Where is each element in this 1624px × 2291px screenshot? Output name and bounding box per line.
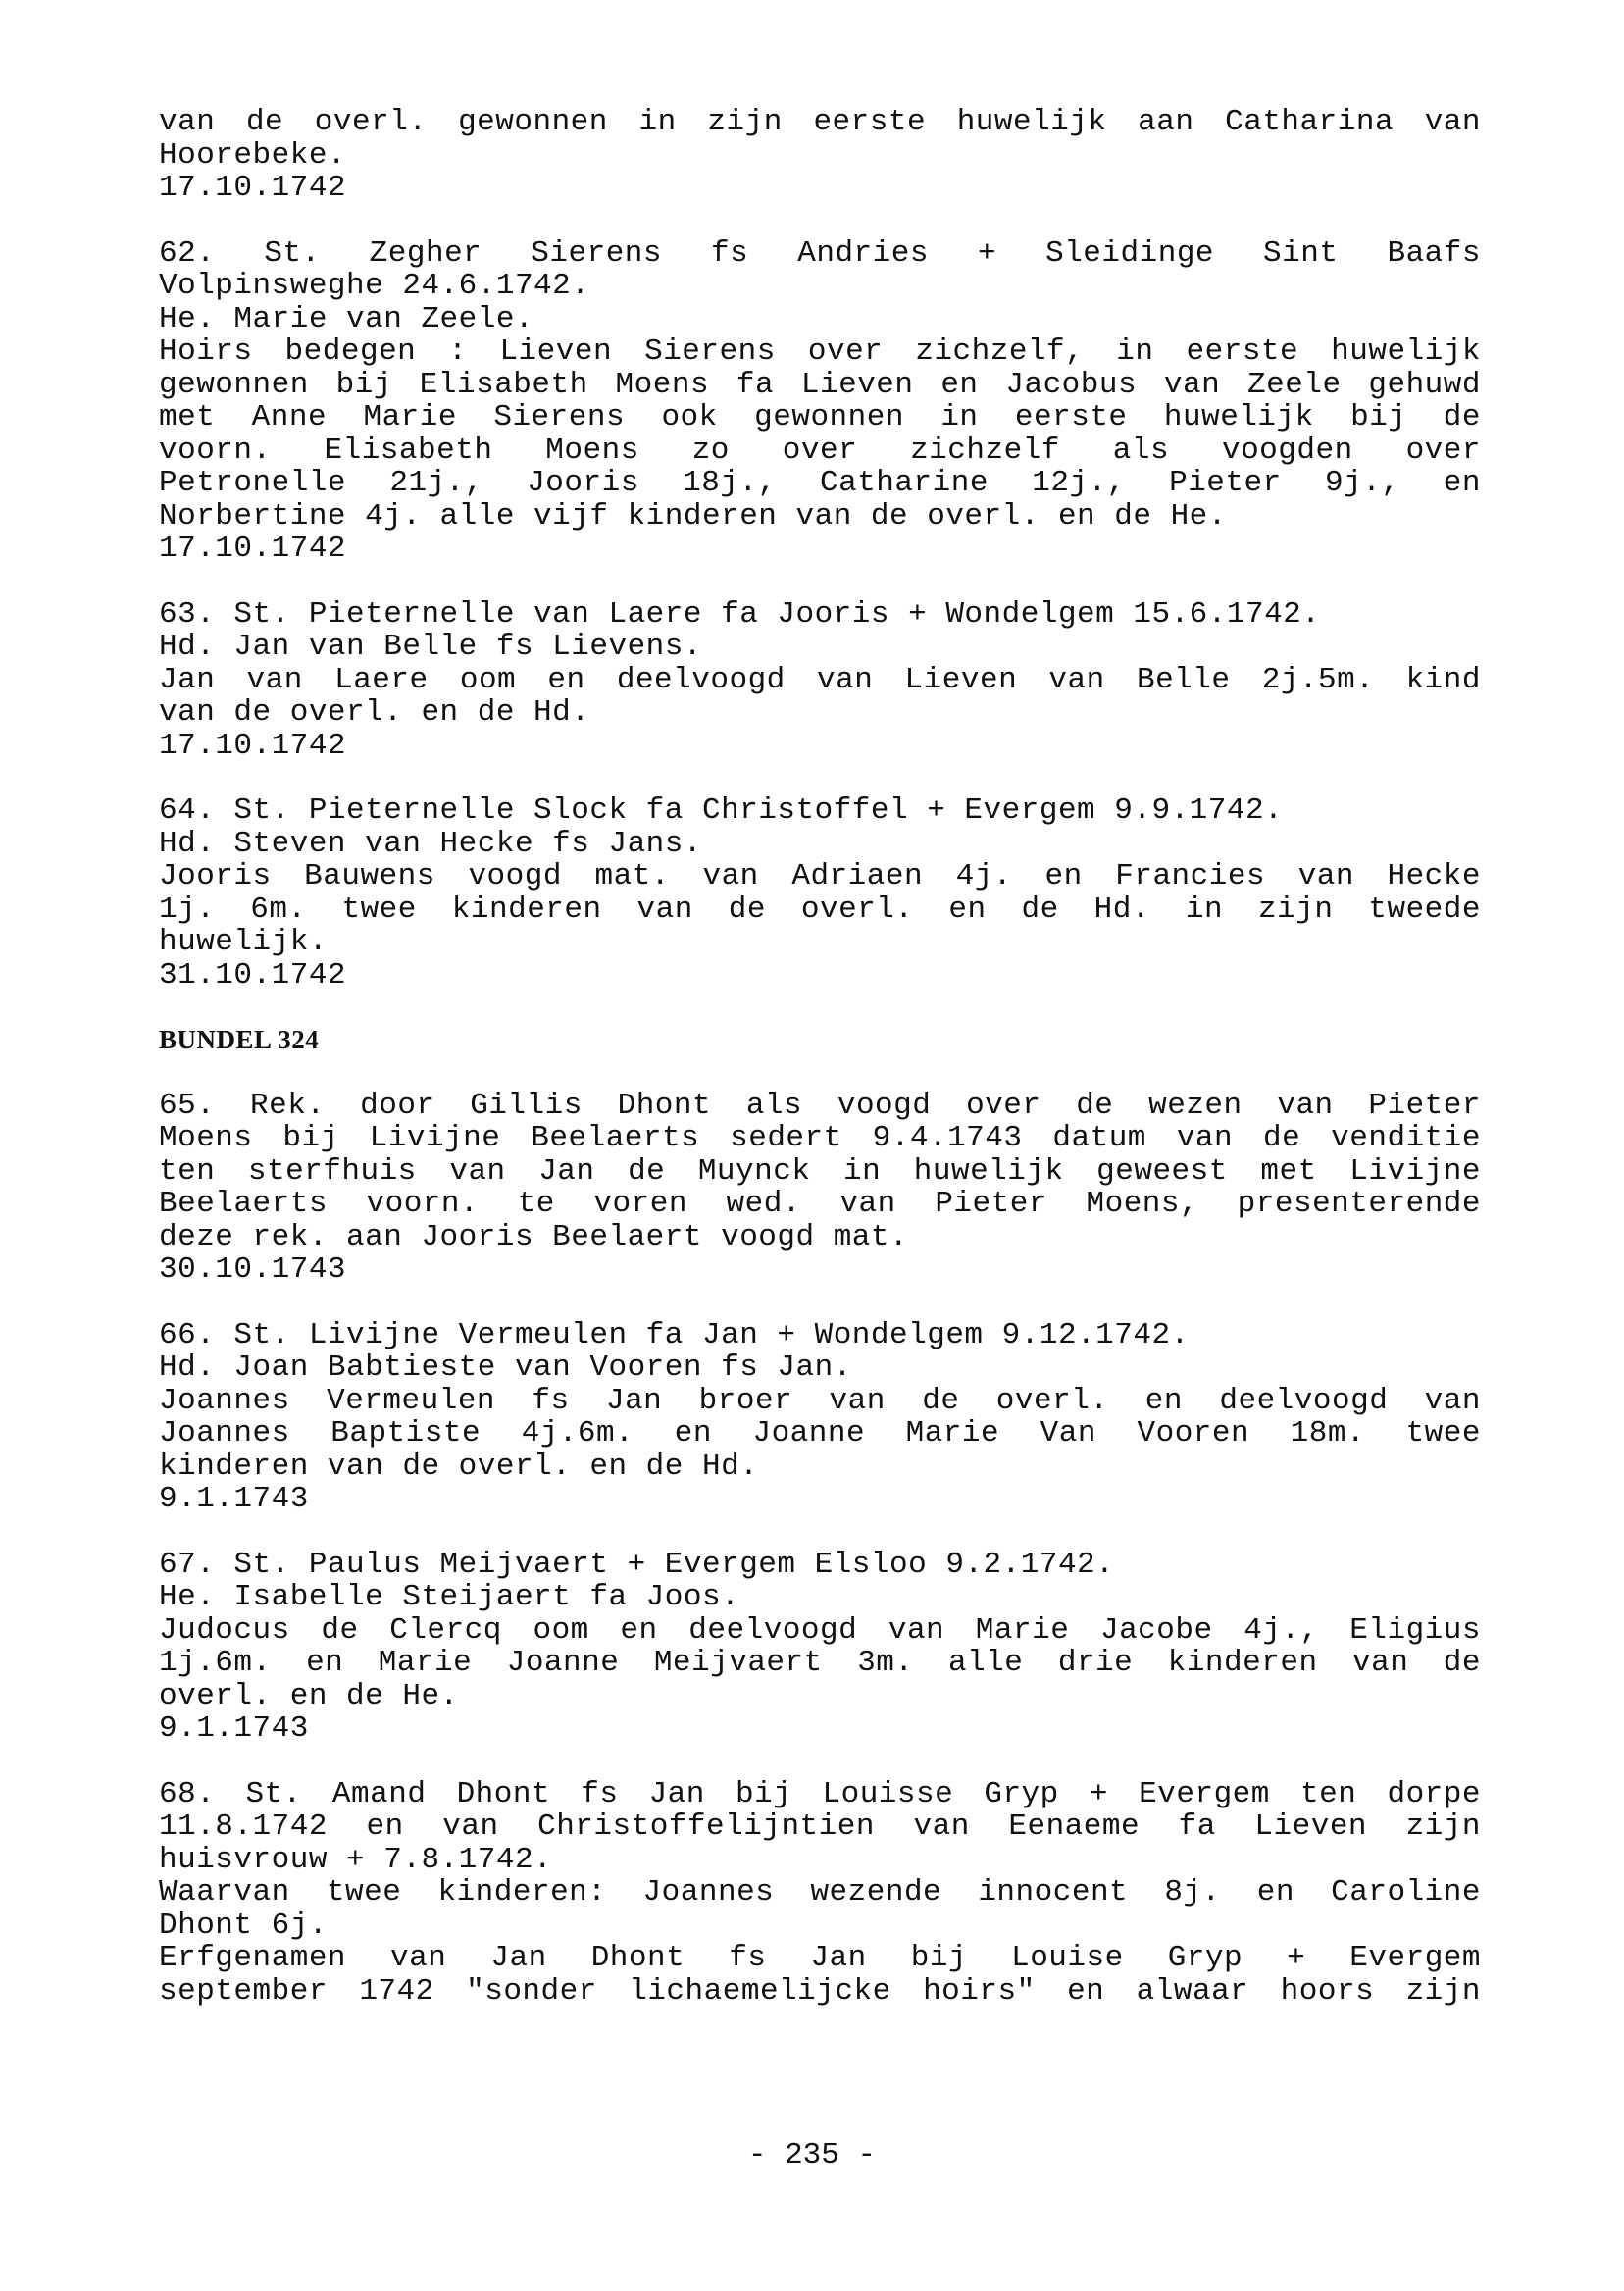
text-line: kinderen van de overl. en de Hd. bbox=[159, 1449, 759, 1484]
text-line: huisvrouw + 7.8.1742. bbox=[159, 1842, 553, 1877]
text-line: gewonnen bij Elisabeth Moens fa Lieven en Jacobus van Zeele gehuwd bbox=[159, 367, 1481, 402]
text-line: overl. en de He. bbox=[159, 1678, 459, 1713]
text-line: He. Isabelle Steijaert fa Joos. bbox=[159, 1580, 740, 1614]
text-line: deze rek. aan Jooris Beelaert voogd mat. bbox=[159, 1219, 909, 1254]
entries-before-heading bbox=[159, 106, 1481, 992]
text-line: Volpinsweghe 24.6.1742. bbox=[159, 269, 590, 303]
text-line: Waarvan twee kinderen: Joannes wezende innocent 8j. en Caroline bbox=[159, 1875, 1481, 1909]
text-line: Erfgenamen van Jan Dhont fs Jan bij Louise Gryp + Evergem bbox=[159, 1941, 1481, 1975]
text-line: Joannes Baptiste 4j.6m. en Joanne Marie Van Vooren 18m. twee bbox=[159, 1416, 1481, 1451]
text-line: Petronelle 21j., Jooris 18j., Catharine 12j., Pieter 9j., en bbox=[159, 466, 1481, 500]
record-entry bbox=[159, 1778, 1481, 2009]
text-line: Dhont 6j. bbox=[159, 1908, 328, 1943]
text-line: 65. Rek. door Gillis Dhont als voogd over de wezen van Pieter bbox=[159, 1088, 1481, 1123]
text-line: 11.8.1742 en van Christoffelijntien van Eenaeme fa Lieven zijn bbox=[159, 1809, 1481, 1844]
record-entry bbox=[159, 598, 1481, 763]
text-line: 17.10.1742 bbox=[159, 171, 347, 205]
text-line: van de overl. gewonnen in zijn eerste huwelijk aan Catharina van bbox=[159, 105, 1481, 139]
text-line: Jan van Laere oom en deelvoogd van Lieven van Belle 2j.5m. kind bbox=[159, 662, 1481, 697]
text-line: Norbertine 4j. alle vijf kinderen van de overl. en de He. bbox=[159, 498, 1227, 534]
page-number: - 235 - bbox=[747, 2138, 877, 2172]
text-line: Jooris Bauwens voogd mat. van Adriaen 4j. en Francies van Hecke bbox=[159, 859, 1481, 893]
text-line: 9.1.1743 bbox=[159, 1482, 309, 1516]
text-line: huwelijk. bbox=[159, 925, 328, 959]
text-line: Hoorebeke. bbox=[159, 137, 347, 173]
text-line: 17.10.1742 bbox=[159, 532, 347, 566]
record-entry bbox=[159, 1549, 1481, 1746]
record-entry bbox=[159, 1319, 1481, 1516]
text-line: van de overl. en de Hd. bbox=[159, 695, 590, 730]
text-line: 17.10.1742 bbox=[159, 728, 347, 763]
section-heading: BUNDEL 324 bbox=[159, 1025, 320, 1054]
record-entry bbox=[159, 106, 1481, 205]
text-line: 1j. 6m. twee kinderen van de overl. en de Hd. in zijn tweede bbox=[159, 891, 1481, 927]
text-line: Hd. Steven van Hecke fs Jans. bbox=[159, 826, 702, 861]
text-line: 64. St. Pieternelle Slock fa Christoffel + Evergem 9.9.1742. bbox=[159, 793, 1284, 828]
text-line: Beelaerts voorn. te voren wed. van Pieter Moens, presenterende bbox=[159, 1187, 1481, 1221]
text-line: 68. St. Amand Dhont fs Jan bij Louisse Gryp + Evergem ten dorpe bbox=[159, 1776, 1481, 1811]
text-line: 63. St. Pieternelle van Laere fa Jooris + Wondelgem 15.6.1742. bbox=[159, 596, 1321, 632]
record-entry bbox=[159, 237, 1481, 566]
text-line: 67. St. Paulus Meijvaert + Evergem Elsloo 9.2.1742. bbox=[159, 1547, 1115, 1582]
text-line: 62. St. Zegher Sierens fs Andries + Sleidinge Sint Baafs bbox=[159, 235, 1481, 271]
text-line: He. Marie van Zeele. bbox=[159, 301, 534, 336]
text-line: voorn. Elisabeth Moens zo over zichzelf als voogden over bbox=[159, 433, 1481, 468]
text-line: 30.10.1743 bbox=[159, 1252, 347, 1287]
text-line: Moens bij Livijne Beelaerts sedert 9.4.1743 datum van de venditie bbox=[159, 1121, 1481, 1155]
text-line: 9.1.1743 bbox=[159, 1711, 309, 1746]
record-entry bbox=[159, 1090, 1481, 1287]
text-line: Joannes Vermeulen fs Jan broer van de overl. en deelvoogd van bbox=[159, 1383, 1481, 1418]
text-line: 66. St. Livijne Vermeulen fa Jan + Wondelgem 9.12.1742. bbox=[159, 1317, 1190, 1352]
text-line: ten sterfhuis van Jan de Muynck in huwelijk geweest met Livijne bbox=[159, 1153, 1481, 1189]
record-entry bbox=[159, 794, 1481, 992]
text-line: Hd. Joan Babtieste van Vooren fs Jan. bbox=[159, 1350, 852, 1385]
document-body bbox=[159, 106, 1481, 2040]
text-line: Judocus de Clercq oom en deelvoogd van Marie Jacobe 4j., Eligius bbox=[159, 1612, 1481, 1648]
text-line: met Anne Marie Sierens ook gewonnen in eerste huwelijk bij de bbox=[159, 400, 1481, 434]
entries-after-heading bbox=[159, 1090, 1481, 2009]
text-line: 31.10.1742 bbox=[159, 957, 347, 993]
text-line: Hoirs bedegen : Lieven Sierens over zichzelf, in eerste huwelijk bbox=[159, 334, 1481, 369]
text-line: Hd. Jan van Belle fs Lievens. bbox=[159, 630, 702, 664]
text-line: 1j.6m. en Marie Joanne Meijvaert 3m. alle drie kinderen van de bbox=[159, 1646, 1481, 1680]
text-line: september 1742 "sonder lichaemelijcke hoirs" en alwaar hoors zijn bbox=[159, 1973, 1481, 2009]
